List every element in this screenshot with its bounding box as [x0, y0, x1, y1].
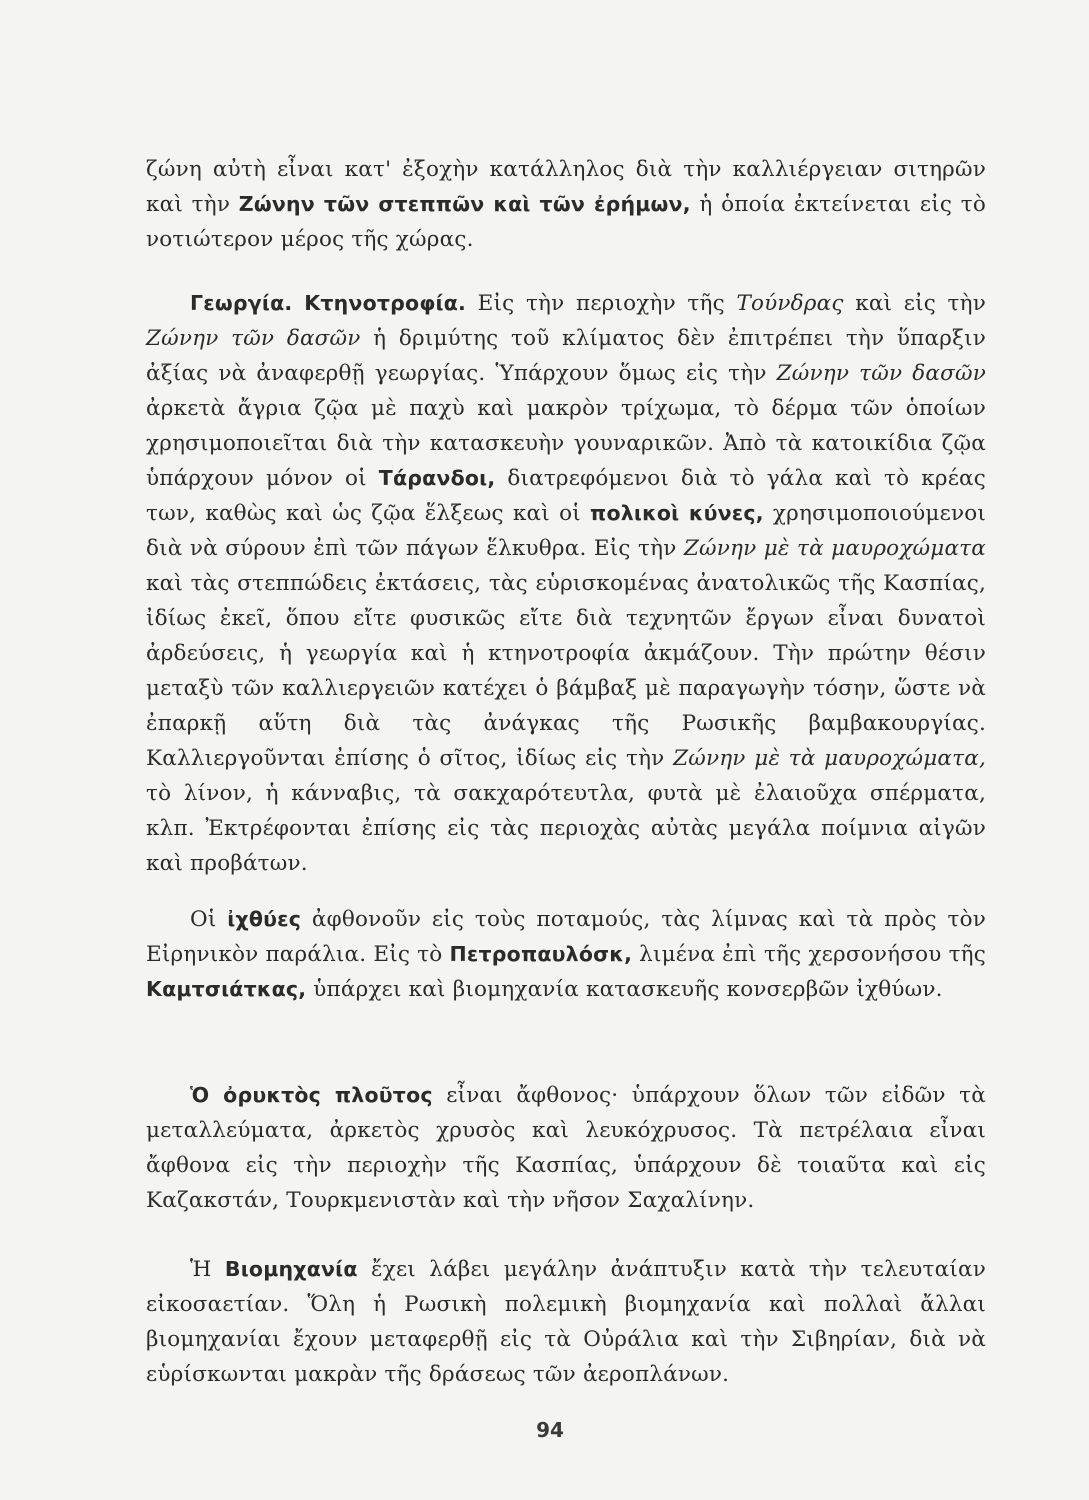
paragraph-text — [146, 1078, 986, 1218]
text-run: ἀρκετὰ ἄγρια ζῷα μὲ παχὺ καὶ μακρὸν τρίχωμα, τὸ δέρμα τῶν ὁποίων χρησιμοποιεῖται διὰ τὴν κατασκευὴν γουναρικῶν. Ἀπὸ τὰ κατοικίδια ζῷα ὑπάρχουν μόνον οἱ — [146, 396, 986, 491]
bold-term-polar-dogs: πολικοὶ κύνες, — [590, 501, 764, 525]
text-run: καὶ τὰς στεππώδεις ἐκτάσεις, τὰς εὑρισκομένας ἀνατολικῶς τῆς Κασπίας, ἰδίως ἐκεῖ, ὅπου εἴτε φυσικῶς εἴτε διὰ τεχνητῶν ἔργων εἶναι δυνατοὶ ἀρδεύσεις, ἡ γεωργία καὶ ἡ κτηνοτροφία ἀκμάζουν. Τὴν πρώτην θέσιν μεταξὺ τῶν καλλιεργειῶν κατέχει ὁ βάμβαξ μὲ παραγωγὴν τόσην, ὥστε νὰ ἐπαρκῇ αὕτη διὰ τὰς ἀνάγκας τῆς Ρωσικῆς βαμβακουργίας. Καλλιεργοῦνται ἐπίσης ὁ σῖτος, ἰδίως εἰς τὴν — [146, 571, 986, 771]
paragraph-text — [146, 1252, 986, 1392]
paragraph-text — [146, 152, 986, 257]
text-run: τὸ λίνον, ἡ κάνναβις, τὰ σακχαρότευτλα, φυτὰ μὲ ἐλαιοῦχα σπέρματα, κλπ. Ἐκτρέφονται ἐπίσης εἰς τὰς περιοχὰς αὐτὰς μεγάλα ποίμνια αἰγῶν καὶ προβάτων. — [146, 781, 986, 876]
text-run: εἶναι ἄφθονος· ὑπάρχουν ὅλων τῶν εἰδῶν τὰ μεταλλεύματα, ἀρκετὸς χρυσὸς καὶ λευκόχρυσος. Τὰ πετρέλαια εἶναι ἄφθονα εἰς τὴν περιοχὴν τῆς Κασπίας, ὑπάρχουν δὲ τοιαῦτα καὶ εἰς Καζακστάν, Τουρκμενιστὰν καὶ τὴν νῆσον Σαχαλίνην. — [146, 1083, 986, 1213]
text-run: λιμένα ἐπὶ τῆς χερσονήσου τῆς — [632, 942, 986, 967]
bold-term-kamchatka: Καμτσιάτκας, — [146, 977, 307, 1001]
text-run: ἡ ὁποία ἐκτείνεται εἰς τὸ νοτιώτερον μέρος τῆς χώρας. — [146, 192, 986, 252]
bold-term-reindeer: Τάρανδοι, — [378, 466, 496, 490]
heading-agriculture-livestock: Γεωργία. Κτηνοτροφία. — [190, 291, 467, 315]
paragraph-text — [146, 286, 986, 881]
bold-term-mineral-wealth: Ὁ ὀρυκτὸς πλοῦτος — [190, 1083, 433, 1107]
italic-term-black-earth-zone: Ζώνην μὲ τὰ μαυροχώματα — [683, 536, 986, 561]
italic-term-forest-zone: Ζώνην τῶν δασῶν — [146, 326, 361, 351]
paragraph-zones-continued — [146, 152, 986, 257]
text-run: Εἰς τὴν περιοχὴν τῆς — [466, 291, 737, 316]
text-run: Οἱ — [190, 907, 228, 932]
text-run: ἡ δριμύτης τοῦ κλίματος δὲν ἐπιτρέπει τὴν ὕπαρξιν ἀξίας νὰ ἀναφερθῇ γεωργίας. Ὑπάρχουν ὅμως εἰς τὴν — [146, 326, 986, 386]
text-run: χρησιμοποιούμενοι διὰ νὰ σύρουν ἐπὶ τῶν πάγων ἕλκυθρα. Εἰς τὴν — [146, 501, 986, 561]
text-run: ἀφθονοῦν εἰς τοὺς ποταμούς, τὰς λίμνας καὶ τὰ πρὸς τὸν Εἰρηνικὸν παράλια. Εἰς τὸ — [146, 907, 986, 967]
paragraph-mineral-wealth — [146, 1078, 986, 1218]
paragraph-text — [146, 902, 986, 1007]
bold-term-steppe-zone: Ζώνην τῶν στεππῶν καὶ τῶν ἐρήμων, — [238, 192, 691, 216]
italic-term-forest-zone-2: Ζώνην τῶν δασῶν — [776, 361, 986, 386]
italic-term-tundra: Τούνδρας — [736, 291, 844, 316]
text-run: ὑπάρχει καὶ βιομηχανία κατασκευῆς κονσερβῶν ἰχθύων. — [306, 977, 943, 1002]
text-run: ζώνη αὐτὴ εἶναι κατ' ἐξοχὴν κατάλληλος διὰ τὴν καλλιέργειαν σιτηρῶν καὶ τὴν — [146, 157, 986, 217]
text-run: Ἡ — [190, 1257, 225, 1282]
text-run: διατρεφόμενοι διὰ τὸ γάλα καὶ τὸ κρέας των, καθὼς καὶ ὡς ζῷα ἕλξεως καὶ οἱ — [146, 466, 986, 526]
paragraph-industry — [146, 1252, 986, 1392]
bold-term-fish: ἰχθύες — [227, 907, 302, 931]
page-number: 94 — [536, 1418, 564, 1442]
paragraph-agriculture-livestock — [146, 286, 986, 881]
paragraph-fish — [146, 902, 986, 1007]
text-run: καὶ εἰς τὴν — [843, 291, 986, 316]
text-run: ἔχει λάβει μεγάλην ἀνάπτυξιν κατὰ τὴν τελευταίαν εἰκοσαετίαν. Ὅλη ἡ Ρωσικὴ πολεμικὴ βιομηχανία καὶ πολλαὶ ἄλλαι βιομηχανίαι ἔχουν μεταφερθῇ εἰς τὰ Οὐράλια καὶ τὴν Σιβηρίαν, διὰ νὰ εὑρίσκωνται μακρὰν τῆς δράσεως τῶν ἀεροπλάνων. — [146, 1257, 986, 1387]
bold-term-industry: Βιομηχανία — [224, 1257, 358, 1281]
italic-term-black-earth-zone-2: Ζώνην μὲ τὰ μαυροχώματα, — [673, 746, 987, 771]
bold-term-petropavlovsk: Πετροπαυλόσκ, — [449, 942, 633, 966]
